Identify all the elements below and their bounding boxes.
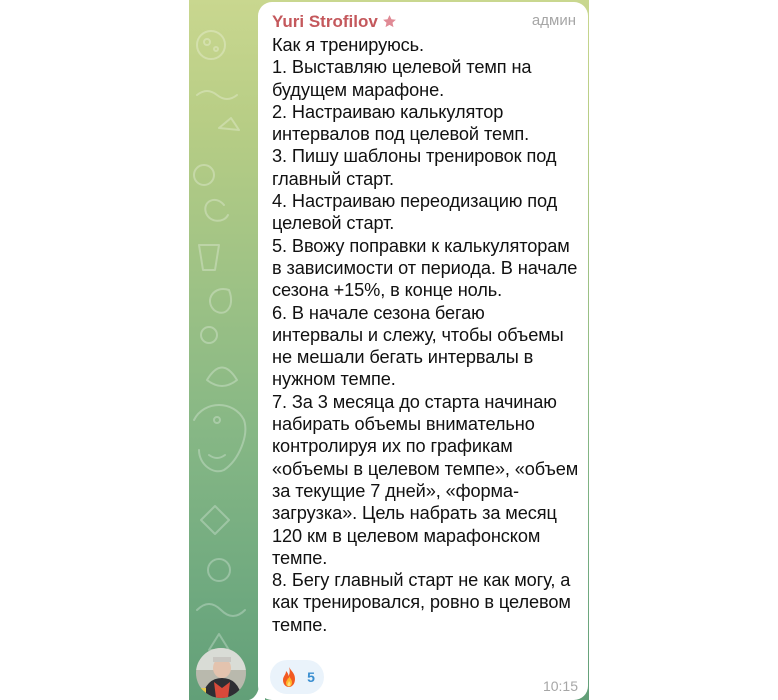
reaction-count: 5 bbox=[307, 669, 315, 685]
fire-icon bbox=[279, 666, 299, 688]
star-icon bbox=[382, 14, 397, 29]
message-timestamp: 10:15 bbox=[542, 678, 578, 694]
sender-avatar[interactable] bbox=[196, 648, 246, 698]
sender-name[interactable]: Yuri Strofilov bbox=[272, 12, 378, 31]
message-text: Как я тренируюсь. 1. Выставляю целевой темп на будущем марафоне. 2. Настраиваю калькулятор интервалов под целевой темп. 3. Пишу шаблоны тренировок под главный старт. 4. Настраиваю переодизацию под целевой старт. 5. Ввожу поправки к калькуляторам в зависимости от периода. В начале сезона +15%, в конце ноль. 6. В начале сезона бегаю интервалы и слежу, чтобы объемы не мешали бегать интервалы в нужном темпе. 7. За 3 месяца до старта начинаю набирать объемы внимательно контролируя их по графикам «объемы в целевом темпе», «объем за текущие 7 дней», «форма-загрузка». Цель набрать за месяц 120 км в целевом марафонском темпе. 8. Бегу главный старт не как могу, а как тренировался, ровно в целевом темпе. bbox=[272, 35, 579, 635]
avatar-photo bbox=[196, 648, 246, 698]
message-bubble[interactable] bbox=[258, 2, 588, 700]
admin-role-label: админ bbox=[531, 12, 576, 29]
reaction-fire[interactable] bbox=[270, 660, 324, 694]
